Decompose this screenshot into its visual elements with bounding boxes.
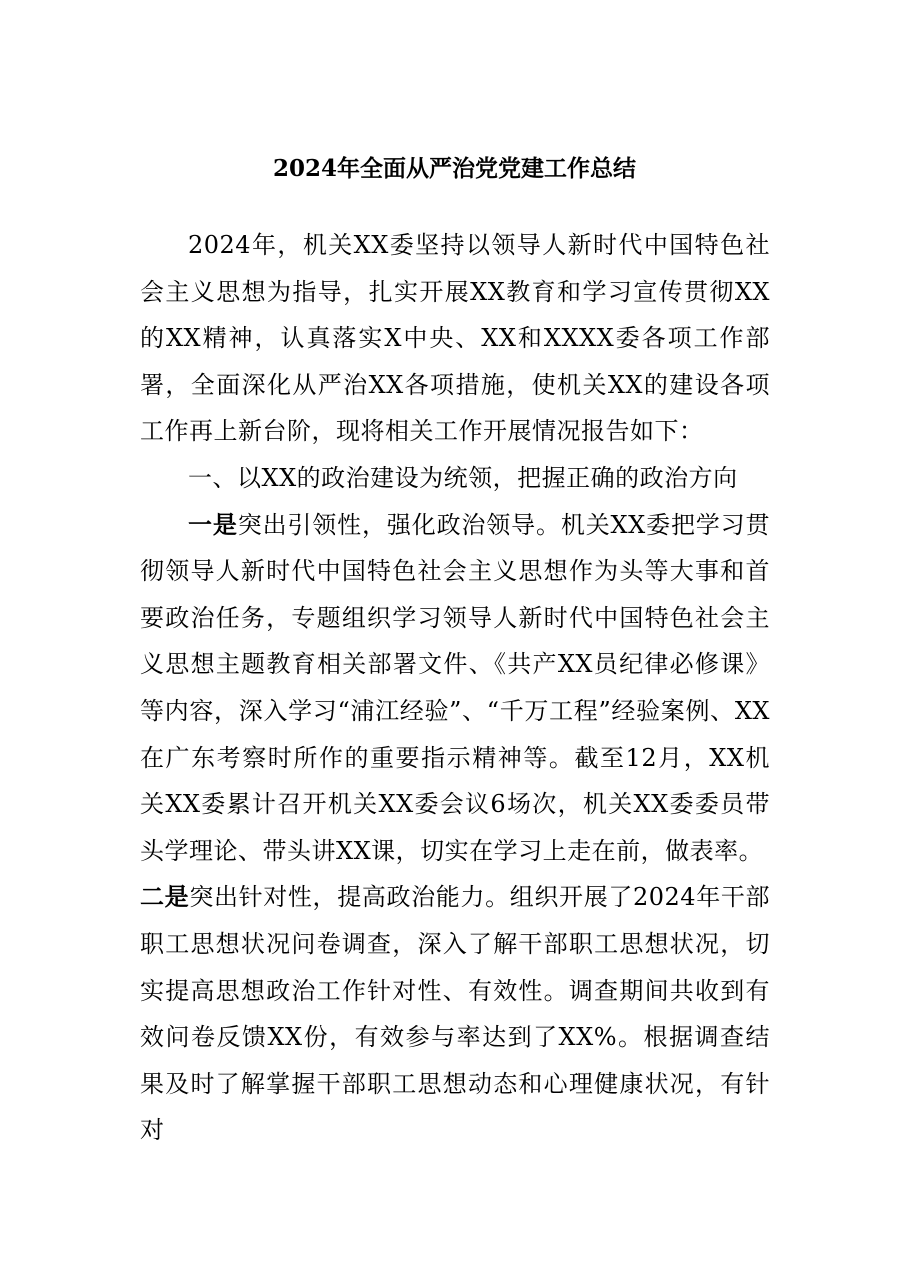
- item-2-text: 突出针对性，提高政治能力。组织开展了2024年干部职工思想状况问卷调查，深入了解干部职工思想状况，切实提高思想政治工作针对性、有效性。调查期间共收到有效问卷反馈XX份，有效参与率达到了XX%。根据调查结果及时了解掌握干部职工思想动态和心理健康状况，有针对: [140, 883, 771, 1145]
- document-title: 2024年全面从严治党党建工作总结: [272, 155, 636, 182]
- item-2-lead: 二是: [140, 882, 190, 912]
- document-body: [140, 222, 770, 1154]
- intro-paragraph: 2024年，机关XX委坚持以领导人新时代中国特色社会主义思想为指导，扎实开展XX教育和学习宣传贯彻XX的XX精神，认真落实X中央、XX和XXXX委各项工作部署，全面深化从严治XX各项措施，使机关XX的建设各项工作再上新台阶，现将相关工作开展情况报告如下：: [140, 231, 770, 446]
- item-1-paragraph: [140, 502, 770, 875]
- section-heading: 一、以XX的政治建设为统领，把握正确的政治方向: [188, 463, 738, 492]
- item-1-text: 突出引领性，强化政治领导。机关XX委把学习贯彻领导人新时代中国特色社会主义思想作为头等大事和首要政治任务，专题组织学习领导人新时代中国特色社会主义思想主题教育相关部署文件、《共产XX员纪律必修课》等内容，深入学习“浦江经验”、“千万工程”经验案例、XX在广东考察时所作的重要指示精神等。截至12月，XX机关XX委累计召开机关XX委会议6场次，机关XX委委员带头学理论、带头讲XX课，切实在学习上走在前，做表率。: [140, 510, 771, 865]
- item-2-paragraph: [140, 874, 770, 1154]
- item-1-lead: 一是: [188, 509, 238, 539]
